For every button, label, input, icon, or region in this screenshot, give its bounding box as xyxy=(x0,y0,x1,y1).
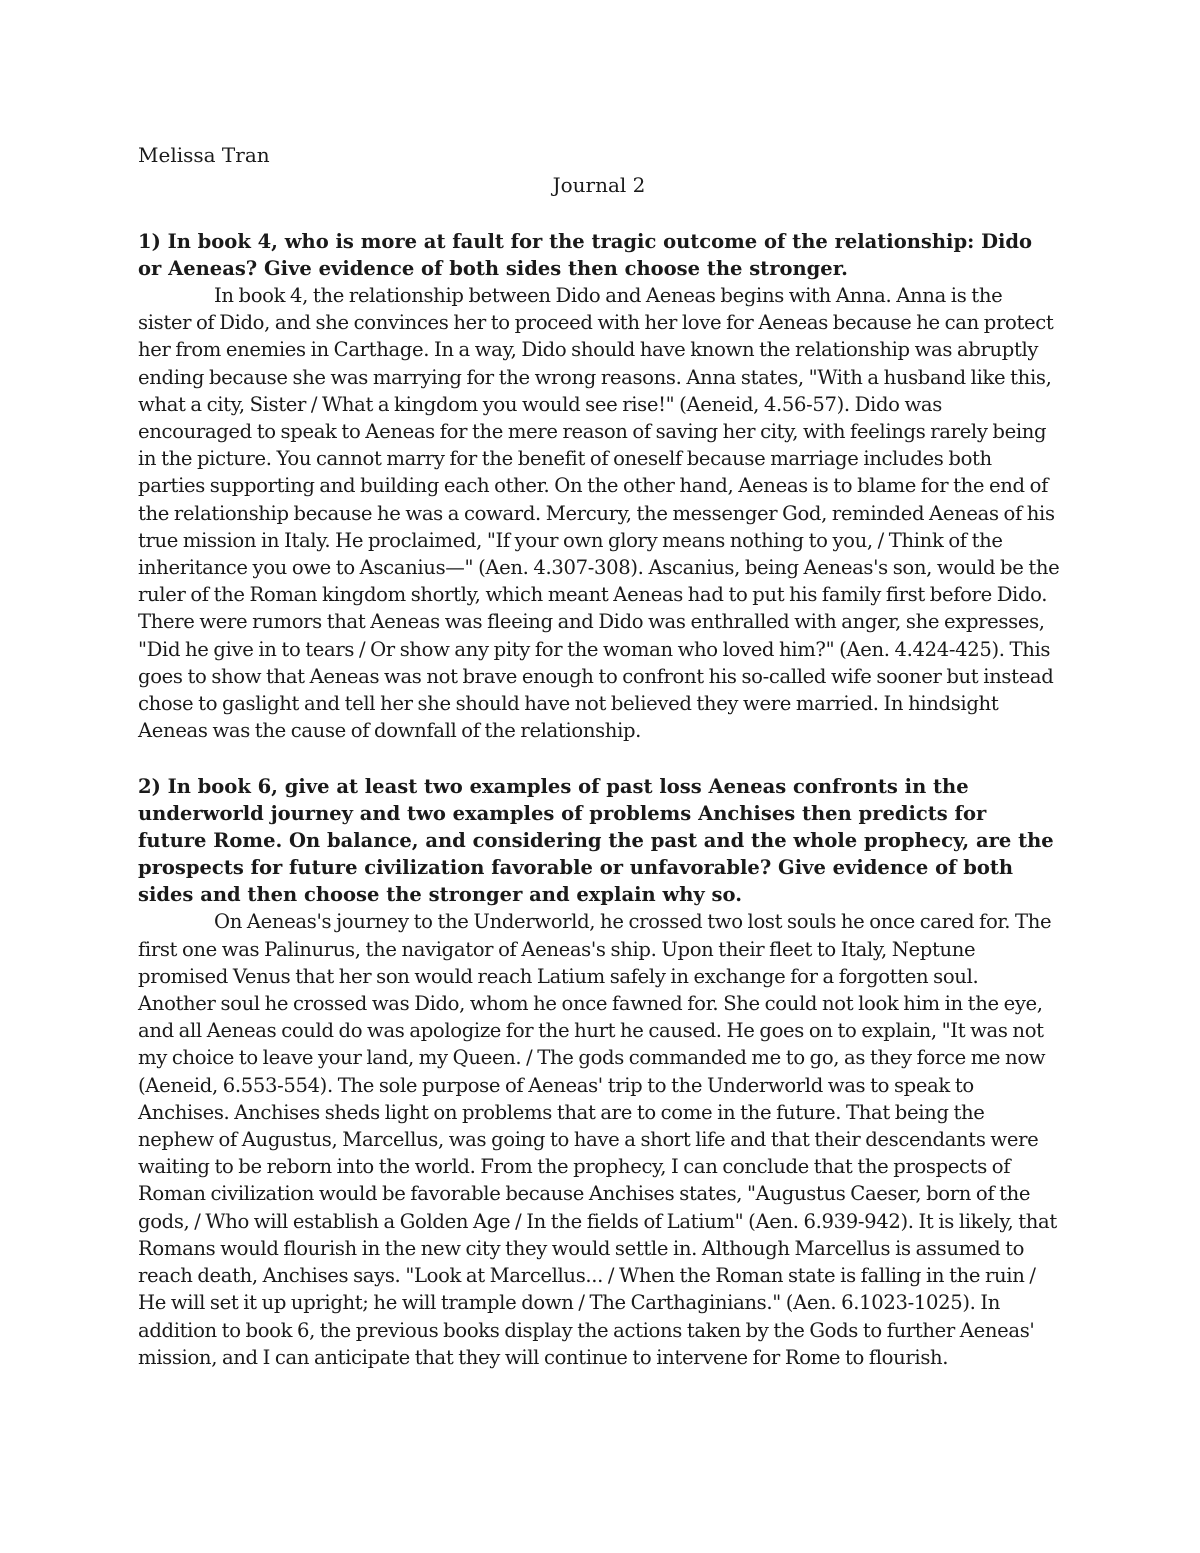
author-name: Melissa Tran xyxy=(138,143,270,167)
document-page xyxy=(138,142,1060,1371)
section-1 xyxy=(138,228,1060,744)
document-title: Journal 2 xyxy=(552,173,646,197)
answer-1: In book 4, the relationship between Dido and Aeneas begins with Anna. Anna is the sister of Dido, and she convinces her to proceed with her love for Aeneas because he can protect her from enemies in Carthage. In a way, Dido should have known the relationship was abruptly ending because she was marrying for the wrong reasons. Anna states, "With a husband like this, what a city, Sister / What a kingdom you would see rise!" (Aeneid, 4.56-57). Dido was encouraged to speak to Aeneas for the mere reason of saving her city, with feelings rarely being in the picture. You cannot marry for the benefit of oneself because marriage includes both parties supporting and building each other. On the other hand, Aeneas is to blame for the end of the relationship because he was a coward. Mercury, the messenger God, reminded Aeneas of his true mission in Italy. He proclaimed, "If your own glory means nothing to you, / Think of the inheritance you owe to Ascanius—" (Aen. 4.307-308). Ascanius, being Aeneas's son, would be the ruler of the Roman kingdom shortly, which meant Aeneas had to put his family first before Dido. There were rumors that Aeneas was fleeing and Dido was enthralled with anger, she expresses, "Did he give in to tears / Or show any pity for the woman who loved him?" (Aen. 4.424-425). This goes to show that Aeneas was not brave enough to confront his so-called wife sooner but instead chose to gaslight and tell her she should have not believed they were married. In hindsight Aeneas was the cause of downfall of the relationship. xyxy=(138,284,1060,743)
section-spacer xyxy=(138,744,1060,773)
answer-2: On Aeneas's journey to the Underworld, he crossed two lost souls he once cared for. The first one was Palinurus, the navigator of Aeneas's ship. Upon their fleet to Italy, Neptune promised Venus that her son would reach Latium safely in exchange for a forgotten soul. Another soul he crossed was Dido, whom he once fawned for. She could not look him in the eye, and all Aeneas could do was apologize for the hurt he caused. He goes on to explain, "It was not my choice to leave your land, my Queen. / The gods commanded me to go, as they force me now (Aeneid, 6.553-554). The sole purpose of Aeneas' trip to the Underworld was to speak to Anchises. Anchises sheds light on problems that are to come in the future. That being the nephew of Augustus, Marcellus, was going to have a short life and that their descendants were waiting to be reborn into the world. From the prophecy, I can conclude that the prospects of Roman civilization would be favorable because Anchises states, "Augustus Caeser, born of the gods, / Who will establish a Golden Age / In the fields of Latium" (Aen. 6.939-942). It is likely, that Romans would flourish in the new city they would settle in. Although Marcellus is assumed to reach death, Anchises says. "Look at Marcellus... / When the Roman state is falling in the ruin / He will set it up upright; he will trample down / The Carthaginians." (Aen. 6.1023-1025). In addition to book 6, the previous books display the actions taken by the Gods to further Aeneas' mission, and I can anticipate that they will continue to intervene for Rome to flourish. xyxy=(138,910,1057,1369)
section-2 xyxy=(138,773,1060,1370)
question-1: 1) In book 4, who is more at fault for the tragic outcome of the relationship: Dido or Aeneas? Give evidence of both sides then choose the stronger. xyxy=(138,230,1033,280)
question-2: 2) In book 6, give at least two examples of past loss Aeneas confronts in the underworld journey and two examples of problems Anchises then predicts for future Rome. On balance, and considering the past and the whole prophecy, are the prospects for future civilization favorable or unfavorable? Give evidence of both sides and then choose the stronger and explain why so. xyxy=(138,775,1054,907)
